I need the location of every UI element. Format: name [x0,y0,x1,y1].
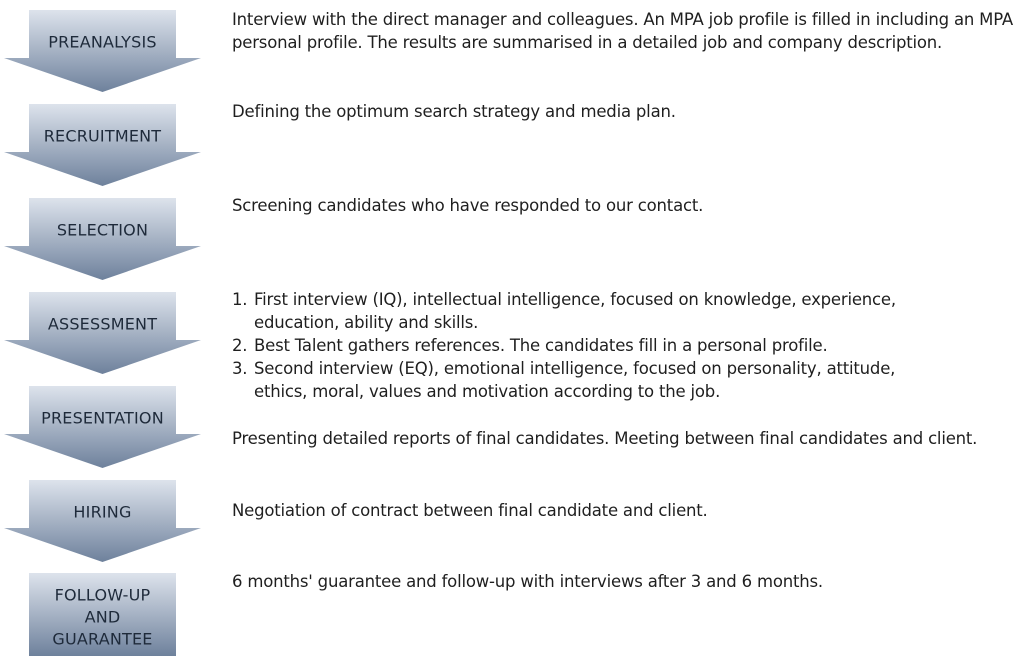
stage-selection [4,198,201,280]
preanalysis-description-text: Interview with the direct manager and colleagues. An MPA job profile is filled in including an MPA personal profile. The results are summarised in a detailed job and company description. [232,10,1013,52]
stage-preanalysis [4,10,201,92]
stage-label: ASSESSMENT [47,314,158,334]
stage-label: AND [84,607,121,627]
assessment-step-3 [232,357,932,403]
stage-label: HIRING [73,502,132,522]
stage-label: PREANALYSIS [48,32,157,52]
stage-presentation [4,386,201,468]
assessment-step-text: First interview (IQ), intellectual intelligence, focused on knowledge, experience, education, ability and skills. [254,290,896,332]
assessment-step-number: 1. [232,290,248,309]
selection-description-text: Screening candidates who have responded to our contact. [232,196,704,215]
assessment-step-number: 2. [232,336,248,355]
assessment-steps-list [232,288,932,403]
assessment-step-2 [232,334,932,357]
stage-recruitment [4,104,201,186]
recruitment-description-text: Defining the optimum search strategy and media plan. [232,102,676,121]
selection-description [232,194,992,217]
assessment-step-number: 3. [232,359,248,378]
stage-label: GUARANTEE [52,629,153,649]
assessment-step-text: Best Talent gathers references. The candidates fill in a personal profile. [254,336,828,355]
stage-label: RECRUITMENT [43,126,162,146]
assessment-description [232,288,932,403]
stage-assessment [4,292,201,374]
follow-up-description [232,570,992,593]
presentation-description-text: Presenting detailed reports of final candidates. Meeting between final candidates and client. [232,429,978,448]
recruitment-description [232,100,992,123]
hiring-description [232,499,992,522]
assessment-step-text: Second interview (EQ), emotional intelligence, focused on personality, attitude, ethics, moral, values and motivation according to the job. [254,359,896,401]
stage-label: FOLLOW-UP [54,585,151,605]
stage-label: PRESENTATION [41,408,164,428]
preanalysis-description [232,8,1017,54]
presentation-description [232,427,1007,450]
hiring-description-text: Negotiation of contract between final candidate and client. [232,501,708,520]
stage-label: SELECTION [56,220,149,240]
follow-up-description-text: 6 months' guarantee and follow-up with interviews after 3 and 6 months. [232,572,823,591]
stage-follow-up-and-guarantee [29,573,176,656]
stage-hiring [4,480,201,562]
assessment-step-1 [232,288,932,334]
